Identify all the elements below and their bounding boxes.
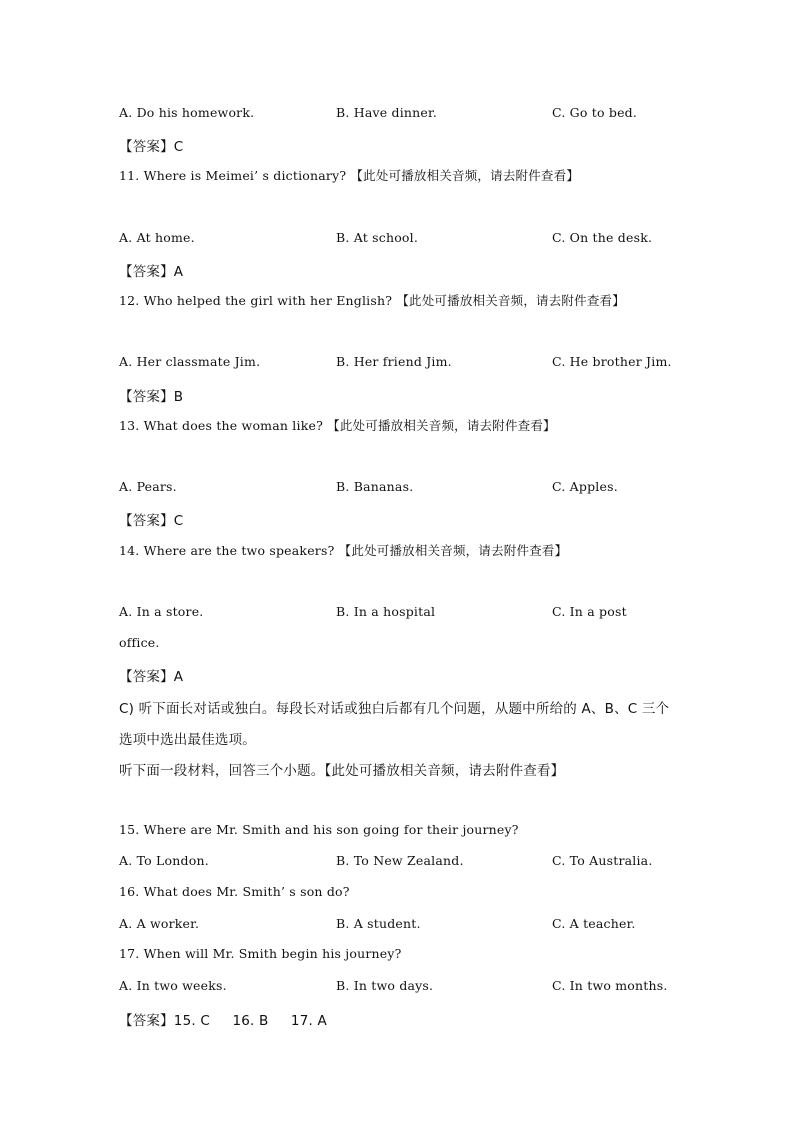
option-b: B. Have dinner. xyxy=(336,105,437,120)
option-a: A. Pears. xyxy=(119,479,177,494)
option-b: B. A student. xyxy=(336,916,421,931)
question-12: 12. Who helped the girl with her English? 【此处可播放相关音频，请去附件查看】 xyxy=(119,293,625,308)
option-c: C. Go to bed. xyxy=(552,105,638,120)
question-17: 17. When will Mr. Smith begin his journey? xyxy=(119,946,402,961)
question-16: 16. What does Mr. Smith’ s son do? xyxy=(119,884,350,899)
option-b: B. Her friend Jim. xyxy=(336,354,452,369)
option-a: A. Her classmate Jim. xyxy=(119,354,261,369)
option-a: A. In two weeks. xyxy=(119,978,227,993)
answer-q12: 【答案】B xyxy=(119,389,184,405)
question-11: 11. Where is Meimei’ s dictionary? 【此处可播放相关音频，请去附件查看】 xyxy=(119,168,580,183)
answer-q11: 【答案】A xyxy=(119,264,184,280)
section-instruction: C) 听下面长对话或独白。每段长对话或独白后都有几个问题，从题中所给的 A、B、C 三个 xyxy=(119,701,670,717)
section-instruction-cont: 选项中选出最佳选项。 xyxy=(119,732,256,748)
option-b: B. In a hospital xyxy=(336,604,436,619)
option-c-continued: office. xyxy=(119,635,160,650)
option-c: C. To Australia. xyxy=(552,853,653,868)
option-b: B. At school. xyxy=(336,230,419,245)
answer-q14: 【答案】A xyxy=(119,669,184,685)
answer-q15-17: 【答案】15. C 16. B 17. A xyxy=(119,1013,327,1029)
option-a: A. In a store. xyxy=(119,604,204,619)
question-15: 15. Where are Mr. Smith and his son going for their journey? xyxy=(119,822,519,837)
answer-q10: 【答案】C xyxy=(119,139,184,155)
option-c: C. In two months. xyxy=(552,978,668,993)
answer-q13: 【答案】C xyxy=(119,513,184,529)
option-a: A. At home. xyxy=(119,230,195,245)
option-c: C. A teacher. xyxy=(552,916,636,931)
option-b: B. Bananas. xyxy=(336,479,414,494)
option-c: C. In a post xyxy=(552,604,627,619)
option-b: B. In two days. xyxy=(336,978,434,993)
option-c: C. He brother Jim. xyxy=(552,354,672,369)
question-14: 14. Where are the two speakers? 【此处可播放相关音频，请去附件查看】 xyxy=(119,543,568,558)
option-c: C. Apples. xyxy=(552,479,618,494)
option-c: C. On the desk. xyxy=(552,230,653,245)
option-a: A. Do his homework. xyxy=(119,105,255,120)
question-13: 13. What does the woman like? 【此处可播放相关音频，请去附件查看】 xyxy=(119,418,556,433)
option-a: A. A worker. xyxy=(119,916,200,931)
option-a: A. To London. xyxy=(119,853,209,868)
option-b: B. To New Zealand. xyxy=(336,853,464,868)
material-instruction: 听下面一段材料，回答三个小题。【此处可播放相关音频，请去附件查看】 xyxy=(119,763,565,779)
